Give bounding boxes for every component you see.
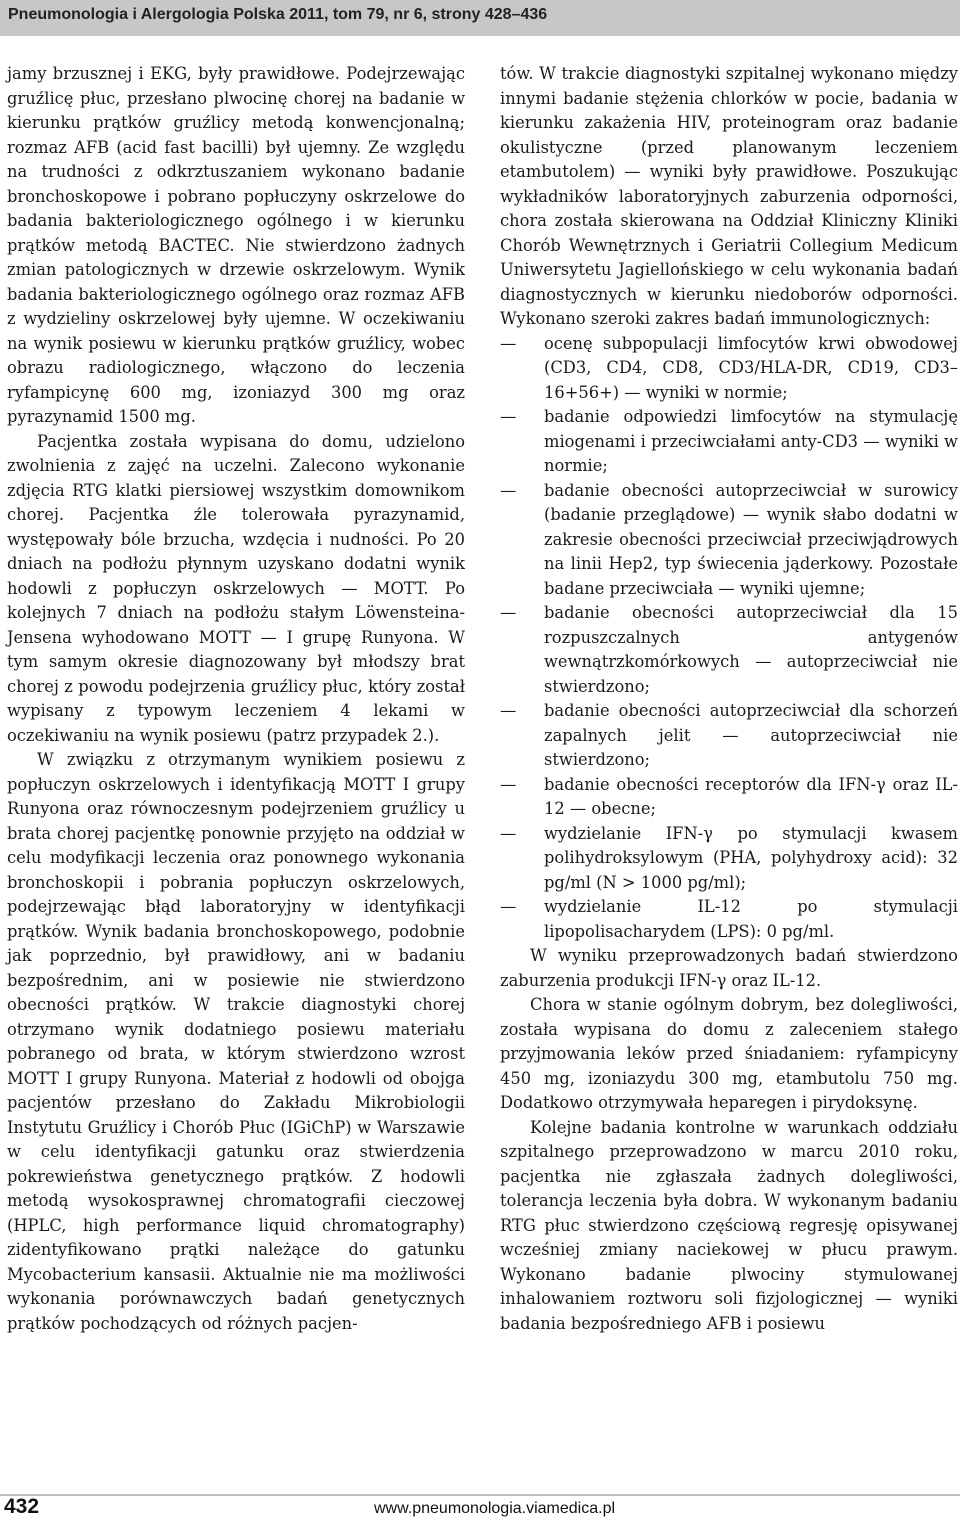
list-item: [500, 479, 958, 602]
list-item: [500, 822, 958, 896]
dash-marker: —: [500, 897, 517, 916]
list-item-text: wydzielanie IL-12 po stymulacji lipopolisacharydem (LPS): 0 pg/ml.: [544, 897, 958, 941]
dash-marker: —: [500, 333, 517, 353]
paragraph: Kolejne badania kontrolne w warunkach oddziału szpitalnego przeprowadzono w marcu 2010 roku, pacjentka nie zgłaszała żadnych dolegliwości, tolerancja leczenia była dobra. W wykonanym badaniu RTG płuc stwierdzono częściową regresję opisywanej wcześniej zmiany naciekowej w płucu prawym. Wykonano badanie plwociny stymulowanej inhalowaniem roztworu soli fizjologicznej — wyniki badania bezpośredniego AFB i posiewu: [500, 1117, 958, 1333]
list-item: [500, 699, 958, 773]
left-column: [7, 62, 465, 1336]
dash-marker: —: [500, 480, 517, 500]
list-item: [500, 773, 958, 822]
list-item-text: badanie odpowiedzi limfocytów na stymulację miogenami i przeciwciałami anty-CD3 — wyniki w normie;: [544, 407, 958, 475]
paragraph: W związku z otrzymanym wynikiem posiewu z popłuczyn oskrzelowych i identyfikacją MOTT I grupy Runyona oraz równoczesnym podejrzeniem gruźlicy u brata chorej pacjentkę ponownie przyjęto na oddział w celu modyfikacji leczenia oraz ponownego wykonania bronchoskopii i pobrania popłuczyn oskrzelowych, podejrzewając błąd laboratoryjny w identyfikacji prątków. Wynik badania bronchoskopowego, podobnie jak poprzednio, był prawidłowy, ani w badaniu bezpośrednim, ani w posiewie nie stwierdzono obecności prątków. W trakcie diagnostyki chorej otrzymano wynik dodatniego posiewu materiału pobranego od brata, w którym stwierdzono wzrost MOTT I grupy Runyona. Materiał z hodowli od obojga pacjentów przesłano do Zakładu Mikrobiologii Instytutu Gruźlicy i Chorób Płuc (IGiChP) w Warszawie w celu identyfikacji gatunku oraz stwierdzenia pokrewieństwa genetycznego prątków. Z hodowli metodą wysokosprawnej chromatografii cieczowej (HPLC, high performance liquid chromatography) zidentyfikowano prątki należące do gatunku Mycobacterium kansasii. Aktualnie nie ma możliwości wykonania porównawczych badań genetycznych prątków pochodzących od różnych pacjen-: [7, 750, 465, 1333]
paragraph: Chora w stanie ogólnym dobrym, bez dolegliwości, została wypisana do domu z zaleceniem stałego przyjmowania leków przed śniadaniem: ryfampicyny 450 mg, izoniazydu 300 mg, etambutolu 750 mg. Dodatkowo otrzymywała heparegen i pirydoksynę.: [500, 995, 958, 1112]
paragraph: jamy brzusznej i EKG, były prawidłowe. Podejrzewając gruźlicę płuc, przesłano plwocinę chorej na badanie w kierunku prątków gruźlicy metodą konwencjonalną; rozmaz AFB (acid fast bacilli) był ujemny. Ze względu na trudności z odkrztuszaniem wykonano badanie bronchoskopowe i pobrano popłuczyny oskrzelowe do badania bakteriologicznego ogólnego i w kierunku prątków metodą BACTEC. Nie stwierdzono żadnych zmian patologicznych w drzewie oskrzelowym. Wynik badania bakteriologicznego ogólnego oraz rozmaz AFB z wydzieliny oskrzelowej były ujemne. W oczekiwaniu na wynik posiewu w kierunku prątków gruźlicy, wobec obrazu radiologicznego, włączono do leczenia ryfampicynę 600 mg, izoniazyd 300 mg oraz pyrazynamid 1500 mg.: [7, 64, 465, 426]
immunology-test-list: [500, 332, 958, 945]
list-item-text: badanie obecności receptorów dla IFN-γ oraz IL-12 — obecne;: [544, 774, 958, 818]
paragraph: Pacjentka została wypisana do domu, udzielono zwolnienia z zajęć na uczelni. Zalecono wykonanie zdjęcia RTG klatki piersiowej wszystkim domownikom chorej. Pacjentka źle tolerowała pyrazynamid, występowały bóle brzucha, wzdęcia i nudności. Po 20 dniach na podłożu płynnym uzyskano dodatni wynik hodowli z popłuczyn oskrzelowych — MOTT. Po kolejnych 7 dniach na podłożu stałym Löwensteina-Jensena wyhodowano MOTT — I grupę Runyona. W tym samym okresie diagnozowany był młodszy brat chorej z powodu podejrzenia gruźlicy płuc, który został wypisany z typowym leczeniem 4 lekami w oczekiwaniu na wynik posiewu (patrz przypadek 2.).: [7, 431, 465, 745]
journal-url: www.pneumonologia.viamedica.pl: [374, 1500, 616, 1517]
list-item: [500, 601, 958, 699]
list-item-text: ocenę subpopulacji limfocytów krwi obwodowej (CD3, CD4, CD8, CD3/HLA-DR, CD19, CD3–16+56+) — wyniki w normie;: [544, 333, 958, 402]
list-item-text: wydzielanie IFN-γ po stymulacji kwasem polihydroksylowym (PHA, polyhydroxy acid): 32 pg/ml (N > 1000 pg/ml);: [544, 823, 958, 892]
list-item-text: badanie obecności autoprzeciwciał dla schorzeń zapalnych jelit — autoprzeciwciał nie stwierdzono;: [544, 701, 958, 769]
list-item-text: badanie obecności autoprzeciwciał dla 15 rozpuszczalnych antygenów wewnątrzkomórkowych — autoprzeciwciał nie stwierdzono;: [544, 603, 958, 696]
dash-marker: —: [500, 407, 517, 426]
page-number: 432: [4, 1495, 40, 1518]
paragraph: W wyniku przeprowadzonych badań stwierdzono zaburzenia produkcji IFN-γ oraz IL-12.: [500, 946, 958, 990]
footer-divider: [0, 1494, 960, 1496]
list-item: [500, 895, 958, 944]
list-item: [500, 405, 958, 479]
journal-header: Pneumonologia i Alergologia Polska 2011, tom 79, nr 6, strony 428–436: [8, 6, 548, 23]
paragraph: tów. W trakcie diagnostyki szpitalnej wykonano między innymi badanie stężenia chlorków w pocie, badania w kierunku zakażenia HIV, proteinogram oraz badanie okulistyczne (przed planowanym leczeniem etambutolem) — wyniki były prawidłowe. Poszukując wykładników laboratoryjnych zaburzenia odporności, chora została skierowana na Oddział Kliniczny Kliniki Chorób Wewnętrznych i Geriatrii Collegium Medicum Uniwersytetu Jagiellońskiego w celu wykonania badań diagnostycznych w kierunku niedoborów odporności. Wykonano szeroki zakres badań immunologicznych:: [500, 64, 958, 328]
list-item-text: badanie obecności autoprzeciwciał w surowicy (badanie przeglądowe) — wynik słabo dodatni w zakresie obecności przeciwciał przeciwjądrowych na linii Hep2, typ świecenia jąderkowy. Pozostałe badane przeciwciała — wyniki ujemne;: [544, 480, 958, 598]
dash-marker: —: [500, 774, 517, 794]
list-item: [500, 332, 958, 406]
dash-marker: —: [500, 603, 517, 622]
dash-marker: —: [500, 823, 517, 843]
right-column: [500, 62, 958, 1336]
dash-marker: —: [500, 701, 517, 720]
